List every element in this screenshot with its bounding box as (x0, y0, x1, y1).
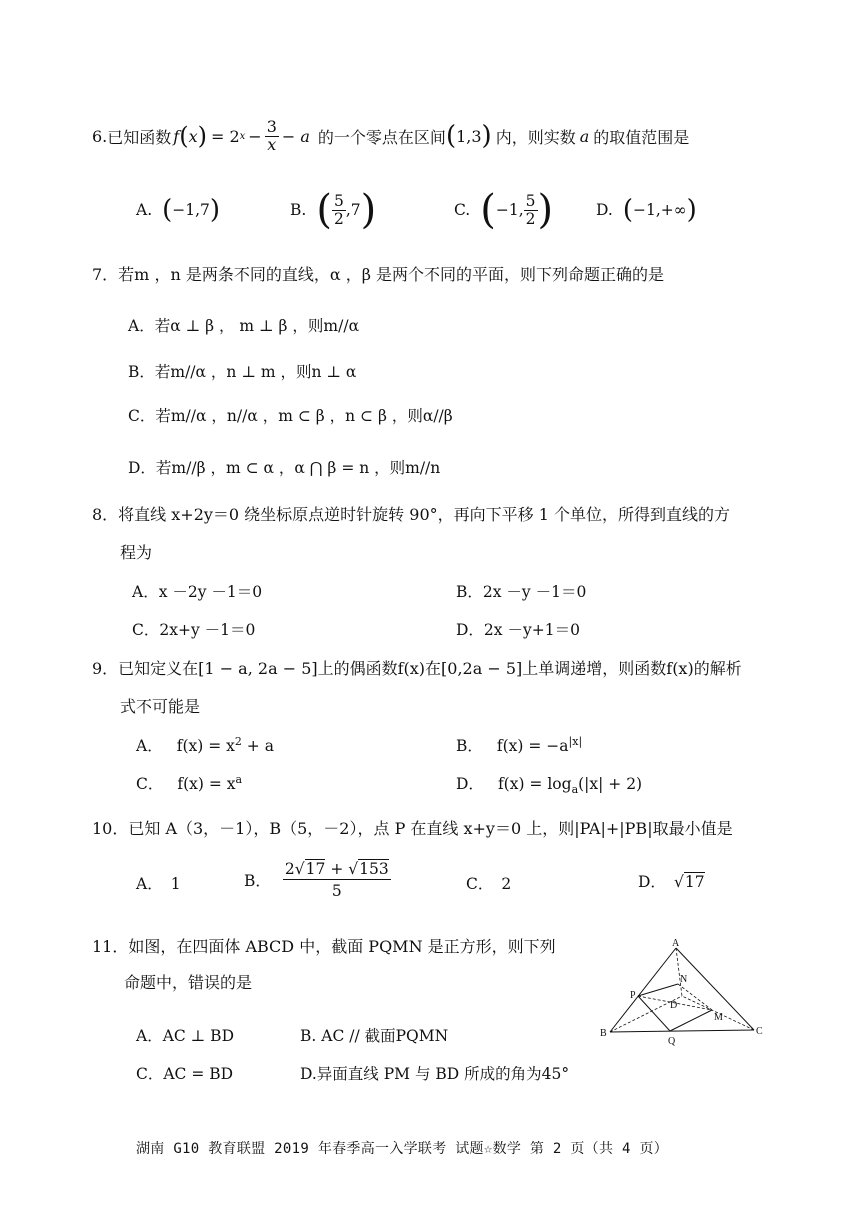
q11-stem-line2: 命题中，错误的是 (124, 973, 253, 992)
q9-option-c (136, 772, 242, 794)
q6-option-b-den: 2 (333, 209, 344, 228)
q6-frac-den: x (267, 134, 277, 154)
q6-number: 6. (92, 126, 108, 146)
q6-x: x (188, 126, 198, 146)
q10-option-b-letter: B． (244, 872, 271, 890)
q6-frac-num: 3 (266, 116, 277, 136)
q6-option-c (454, 184, 553, 236)
q10-option-d (638, 870, 705, 892)
q9-option-d-sub: a (571, 783, 579, 797)
label-m: M (714, 1012, 723, 1023)
q10-option-c-text: 2 (501, 875, 512, 893)
q6-option-d-paren-open: ( (622, 195, 633, 225)
q6-option-b-fraction (332, 193, 346, 227)
q10-option-b-root2: 153 (359, 859, 389, 878)
q11-option-d: D.异面直线 PM 与 BD 所成的角为45° (300, 1065, 570, 1083)
tetrahedron-figure (596, 936, 772, 1046)
q10-option-b-plus: + (325, 859, 349, 878)
q6-option-d-text: −1,+∞ (632, 201, 687, 219)
q10-option-d-root: 17 (684, 873, 705, 891)
q10-option-a (136, 872, 181, 894)
edge-pn (638, 984, 678, 996)
q8-option-d: D．2x －y+1＝0 (456, 621, 580, 639)
q8-stem-line1: 8．将直线 x+2y＝0 绕坐标原点逆时针旋转 90°，再向下平移 1 个单位，所得到直线的方 (92, 505, 730, 524)
q10-option-b-fraction (283, 861, 391, 900)
q6-option-a-letter: A. (136, 201, 153, 219)
q6-interval-close: ) (481, 121, 492, 151)
q6-option-d-paren-close: ) (686, 195, 697, 225)
q6-stem-a: 已知函数 (107, 127, 172, 147)
label-d: D (670, 1000, 678, 1011)
q9-option-b-letter: B． (456, 737, 483, 755)
q10-option-b-root1: 17 (305, 859, 326, 878)
q9-option-a (136, 734, 274, 756)
q6-eq: = 2 (210, 126, 240, 146)
q8-option-b: B．2x －y －1＝0 (456, 583, 587, 601)
q7-option-a: A．若α ⊥ β ， m ⊥ β ，则m//α (128, 317, 360, 335)
q11-option-b: B. AC // 截面PQMN (300, 1027, 449, 1045)
q10-option-a-text: 1 (170, 875, 181, 893)
q6-paren-open: ( (179, 122, 189, 150)
label-a: A (672, 938, 680, 949)
q6-interval: 1,3 (456, 126, 482, 146)
q11-stem-line1: 11．如图，在四面体 ABCD 中，截面 PQMN 是正方形，则下列 (92, 937, 556, 956)
q9-option-d-main: f(x) = log (497, 775, 572, 793)
q6-option-b-num: 5 (333, 192, 344, 211)
q6-stem (92, 112, 689, 160)
q10-option-b-numerator (283, 861, 391, 880)
label-q: Q (668, 1036, 676, 1046)
edge-ab (610, 948, 676, 1032)
q6-option-c-paren-open: ( (480, 187, 496, 233)
q6-option-a-text: −1,7 (172, 201, 210, 219)
q6-option-d-letter: D. (596, 201, 613, 219)
q10-option-c-letter: C． (466, 875, 494, 893)
q9-stem-line2: 式不可能是 (120, 697, 201, 716)
q6-option-b-paren-open: ( (316, 187, 332, 233)
q9-option-a-sup: 2 (234, 734, 242, 748)
q9-option-c-letter: C． (136, 775, 164, 793)
q6-sup: x (239, 130, 246, 142)
edge-nm-dashed (678, 984, 712, 1010)
q10-option-b-root1-sign: √ (294, 859, 305, 878)
edge-ad-dashed (676, 948, 682, 996)
q6-minus-a: − a (281, 126, 310, 146)
q6-option-b-paren-close: ) (360, 187, 377, 233)
q10-option-b-denominator: 5 (331, 882, 342, 900)
q10-option-d-letter: D． (638, 873, 666, 891)
label-n: N (680, 974, 688, 985)
q6-paren-close: ) (197, 122, 207, 150)
q10-option-b-root2-sign: √ (348, 859, 359, 878)
q6-option-a-paren-close: ) (209, 195, 221, 225)
edge-qm (670, 1010, 712, 1031)
q10-option-b-coef: 2 (284, 859, 295, 878)
label-c: C (756, 1026, 763, 1037)
q9-option-a-main: f(x) = x (176, 737, 235, 755)
q6-stem-b: 的一个零点在区间 (317, 127, 446, 147)
q6-option-c-head: −1, (495, 201, 524, 219)
q9-option-d (456, 772, 642, 796)
q7-option-b: B．若m//α ，n ⊥ m ，则n ⊥ α (128, 363, 357, 381)
q6-option-a (136, 190, 220, 230)
q10-stem: 10．已知 A（3，－1），B（5，－2），点 P 在直线 x+y＝0 上，则|PA|+|PB|取最小值是 (92, 819, 733, 838)
q10-option-a-letter: A． (136, 875, 163, 893)
q6-option-c-paren-close: ) (537, 187, 554, 233)
q6-option-c-den: 2 (525, 209, 536, 228)
q6-option-b-letter: B. (290, 201, 307, 219)
q10-option-c (466, 872, 511, 894)
q6-option-b (290, 184, 376, 236)
q6-option-d (596, 190, 697, 230)
q9-option-d-tail: (|x| + 2) (578, 775, 643, 793)
q9-stem-line1: 9．已知定义在[1 − a, 2a − 5]上的偶函数f(x)在[0,2a − 5]上单调递增，则函数f(x)的解析 (92, 659, 742, 678)
q6-minus: − (248, 126, 262, 146)
q6-option-c-fraction (524, 193, 538, 227)
q9-option-d-letter: D． (456, 775, 484, 793)
q6-interval-open: ( (445, 121, 457, 151)
q9-option-a-letter: A． (136, 737, 163, 755)
q9-option-b-sup: |x| (568, 734, 583, 748)
q9-option-c-sup: a (235, 772, 243, 786)
q6-stem-c: 内，则实数 (495, 127, 576, 147)
q6-option-c-letter: C. (454, 201, 471, 219)
q6-option-b-tail: ,7 (345, 201, 361, 219)
label-b: B (600, 1028, 607, 1039)
q6-option-c-num: 5 (525, 192, 536, 211)
q8-option-c: C．2x+y －1＝0 (132, 621, 256, 639)
q7-stem: 7．若m ，n 是两条不同的直线，α ，β 是两个不同的平面，则下列命题正确的是 (92, 265, 665, 284)
q9-option-b (456, 734, 582, 756)
q11-option-a: A．AC ⊥ BD (136, 1027, 234, 1045)
q6-option-a-paren-open: ( (162, 195, 173, 225)
q9-option-c-main: f(x) = x (177, 775, 236, 793)
q10-option-d-root-sign: √ (673, 873, 684, 891)
q11-option-c: C．AC = BD (136, 1065, 234, 1083)
q6-f: f (173, 126, 180, 146)
page-footer: 湖南 G10 教育联盟 2019 年春季高一入学联考 试题☆数学 第 2 页（共 4 页） (136, 1141, 669, 1157)
q6-fraction (265, 116, 279, 154)
q8-stem-line2: 程为 (120, 543, 153, 562)
label-p: P (630, 990, 636, 1001)
q6-stem-d: 的取值范围是 (593, 127, 690, 147)
q6-a: a (579, 126, 590, 146)
edge-bc (610, 1030, 754, 1032)
q10-option-b (244, 852, 391, 908)
q9-option-a-tail: + a (241, 737, 274, 755)
q8-option-a: A．x －2y －1＝0 (132, 583, 263, 601)
q9-option-b-main: f(x) = −a (496, 737, 569, 755)
q7-option-d: D．若m//β ，m ⊂ α ，α ⋂ β = n ，则m//n (128, 459, 441, 477)
q7-option-c: C．若m//α ，n//α ，m ⊂ β ，n ⊂ β ，则α//β (128, 407, 453, 425)
